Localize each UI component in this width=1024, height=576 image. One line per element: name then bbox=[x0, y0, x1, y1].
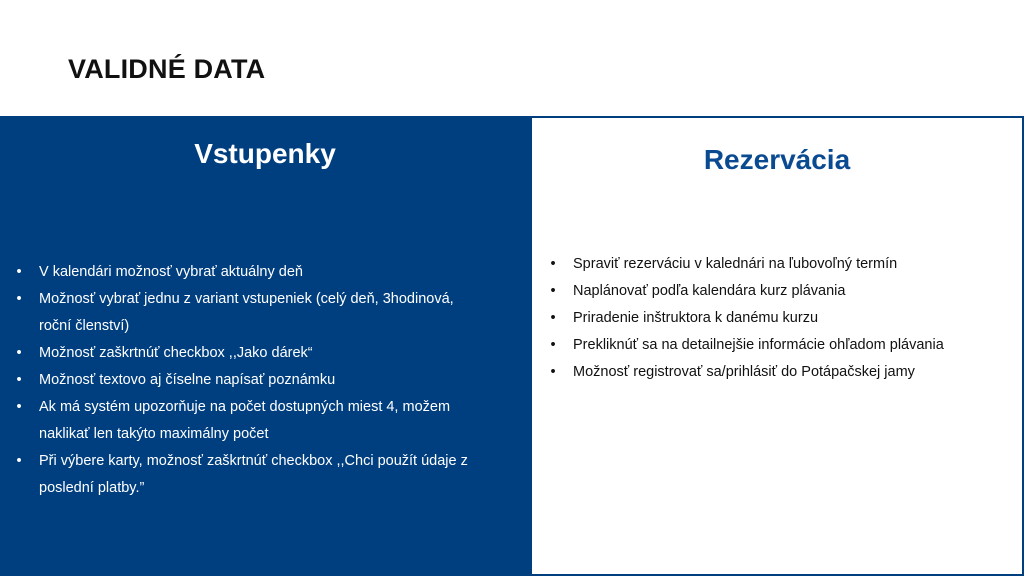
list-item-text: V kalendári možnosť vybrať aktuálny deň bbox=[39, 264, 303, 280]
list-item-text: Priradenie inštruktora k danému kurzu bbox=[573, 310, 819, 326]
list-item-text: Naplánovať podľa kalendára kurz plávania bbox=[573, 283, 846, 299]
bullet-icon: • bbox=[16, 264, 22, 280]
list-item-text: Prekliknúť sa na detailnejšie informácie ohľadom plávania bbox=[573, 337, 944, 353]
bullet-icon: • bbox=[550, 337, 556, 353]
list-item bbox=[546, 359, 1006, 386]
bullet-icon: • bbox=[16, 453, 22, 469]
list-item bbox=[12, 259, 482, 286]
list-item bbox=[546, 332, 1006, 359]
list-item-text: Možnosť textovo aj číselne napísať poznámku bbox=[39, 372, 336, 388]
bullet-icon: • bbox=[16, 345, 22, 361]
bullet-icon: • bbox=[16, 291, 22, 307]
list-item bbox=[546, 251, 1006, 278]
list-item bbox=[12, 367, 482, 394]
bullet-icon: • bbox=[550, 364, 556, 380]
list-item bbox=[12, 448, 482, 502]
bullet-icon: • bbox=[550, 256, 556, 272]
list-item-text: Možnosť registrovať sa/prihlásiť do Potápačskej jamy bbox=[573, 364, 915, 380]
list-item-text: Ak má systém upozorňuje na počet dostupných miest 4, možem naklikať len takýto maximálny počet bbox=[39, 399, 451, 442]
list-item bbox=[12, 286, 482, 340]
reservation-heading: Rezervácia bbox=[703, 144, 851, 175]
bullet-icon: • bbox=[550, 310, 556, 326]
tickets-panel bbox=[0, 116, 530, 576]
list-item bbox=[546, 305, 1006, 332]
bullet-icon: • bbox=[16, 399, 22, 415]
list-item-text: Spraviť rezerváciu v kalednári na ľubovoľný termín bbox=[573, 256, 898, 272]
list-item-text: Možnosť vybrať jednu z variant vstupeniek (celý deň, 3hodinová, roční členství) bbox=[39, 291, 454, 334]
bullet-icon: • bbox=[550, 283, 556, 299]
tickets-list bbox=[12, 259, 482, 502]
list-item bbox=[546, 278, 1006, 305]
slide-title: VALIDNÉ DATA bbox=[68, 54, 266, 84]
list-item-text: Možnosť zaškrtnúť checkbox ,,Jako dárek“ bbox=[39, 345, 313, 361]
list-item bbox=[12, 394, 482, 448]
reservation-panel bbox=[530, 116, 1024, 576]
list-item-text: Při výbere karty, možnosť zaškrtnúť checkbox ,,Chci použít údaje z poslední platby.” bbox=[39, 453, 468, 496]
list-item bbox=[12, 340, 482, 367]
tickets-heading: Vstupenky bbox=[194, 138, 336, 169]
bullet-icon: • bbox=[16, 372, 22, 388]
reservation-list bbox=[546, 251, 1006, 386]
